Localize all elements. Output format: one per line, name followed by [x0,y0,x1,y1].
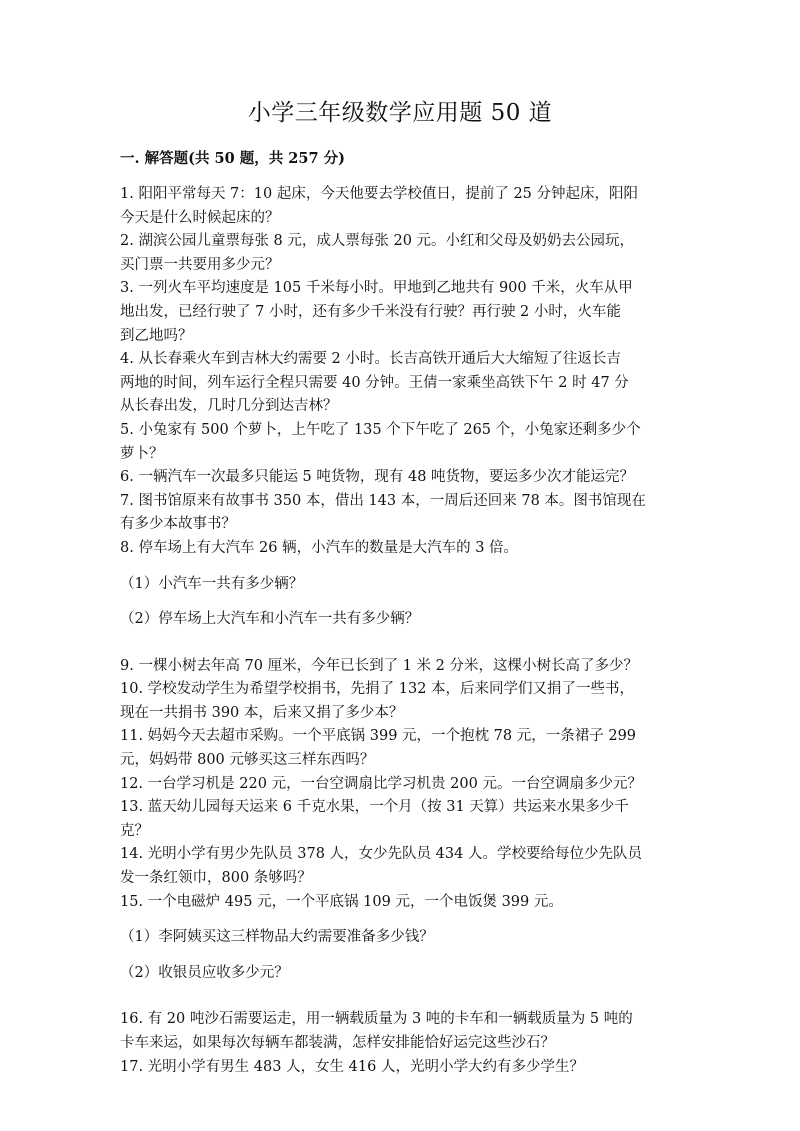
question-2-line: 2. 湖滨公园儿童票每张 8 元，成人票每张 20 元。小红和父母及奶奶去公园玩， [120,233,635,250]
question-13-line: 克？ [120,822,149,839]
question-3-line: 到乙地吗？ [120,327,193,344]
page-title: 小学三年级数学应用题 50 道 [247,100,553,126]
question-16-line: 卡车来运，如果每次每辆车都装满，怎样安排能恰好运完这些沙石？ [120,1035,555,1051]
question-15-subquestion: （2）收银员应收多少元？ [120,964,289,981]
question-17-line: 17. 光明小学有男生 483 人，女生 416 人，光明小学大约有多少学生？ [120,1058,584,1075]
question-10-line: 现在一共捐书 390 本，后来又捐了多少本？ [120,704,404,721]
section-heading: 一. 解答题(共 50 题，共 257 分) [120,150,345,167]
question-10-line: 10. 学校发动学生为希望学校捐书，先捐了 132 本，后来同学们又捐了一些书， [120,681,635,698]
question-3-line: 3. 一列火车平均速度是 105 千米每小时。甲地到乙地共有 900 千米，火车从甲 [120,280,633,297]
question-15-subquestion: （1）李阿姨买这三样物品大约需要准备多少钱？ [120,929,434,946]
question-7-line: 有多少本故事书？ [120,516,236,533]
question-11-line: 元，妈妈带 800 元够买这三样东西吗？ [120,752,375,769]
question-4-line: 4. 从长春乘火车到吉林大约需要 2 小时。长吉高铁开通后大大缩短了往返长吉 [120,351,621,368]
question-5-line: 5. 小兔家有 500 个萝卜，上午吃了 135 个下午吃了 265 个，小兔家还剩多少个 [120,421,641,438]
question-8-subquestion: （2）停车场上大汽车和小汽车一共有多少辆？ [120,611,420,628]
question-6-line: 6. 一辆汽车一次最多只能运 5 吨货物，现有 48 吨货物，要运多少次才能运完？ [120,469,635,486]
question-4-line: 从长春出发，几时几分到达吉林？ [120,398,338,415]
question-4-line: 两地的时间，列车运行全程只需要 40 分钟。王倩一家乘坐高铁下午 2 时 47 分 [120,374,629,391]
question-15-line: 15. 一个电磁炉 495 元，一个平底锅 109 元，一个电饭煲 399 元。 [120,893,563,910]
question-9-line: 9. 一棵小树去年高 70 厘米，今年已长到了 1 米 2 分米，这棵小树长高了多少？ [120,657,638,674]
question-3-line: 地出发，已经行驶了 7 小时，还有多少千米没有行驶？再行驶 2 小时，火车能 [120,303,621,320]
question-5-line: 萝卜？ [120,445,164,462]
question-1-line: 今天是什么时候起床的？ [120,209,280,226]
question-14-line: 发一条红领巾，800 条够吗？ [120,870,312,887]
question-14-line: 14. 光明小学有男少先队员 378 人，女少先队员 434 人。学校要给每位少先队员 [120,846,642,863]
question-11-line: 11. 妈妈今天去超市采购。一个平底锅 399 元，一个抱枕 78 元，一条裙子 299 [120,728,637,745]
question-8-subquestion: （1）小汽车一共有多少辆？ [120,575,304,592]
question-7-line: 7. 图书馆原来有故事书 350 本，借出 143 本，一周后还回来 78 本。图书馆现在 [120,492,646,509]
question-list [120,183,680,1079]
question-12-line: 12. 一台学习机是 220 元，一台空调扇比学习机贵 200 元。一台空调扇多少元？ [120,775,642,792]
question-16-line: 16. 有 20 吨沙石需要运走，用一辆载质量为 3 吨的卡车和一辆载质量为 5 吨的 [120,1011,633,1028]
question-8-line: 8. 停车场上有大汽车 26 辆，小汽车的数量是大汽车的 3 倍。 [120,539,519,556]
question-2-line: 买门票一共要用多少元？ [120,256,280,273]
question-13-line: 13. 蓝天幼儿园每天运来 6 千克水果，一个月（按 31 天算）共运来水果多少千 [120,799,629,816]
question-1-line: 1. 阳阳平常每天 7：10 起床，今天他要去学校值日，提前了 25 分钟起床，阳阳 [120,186,639,202]
